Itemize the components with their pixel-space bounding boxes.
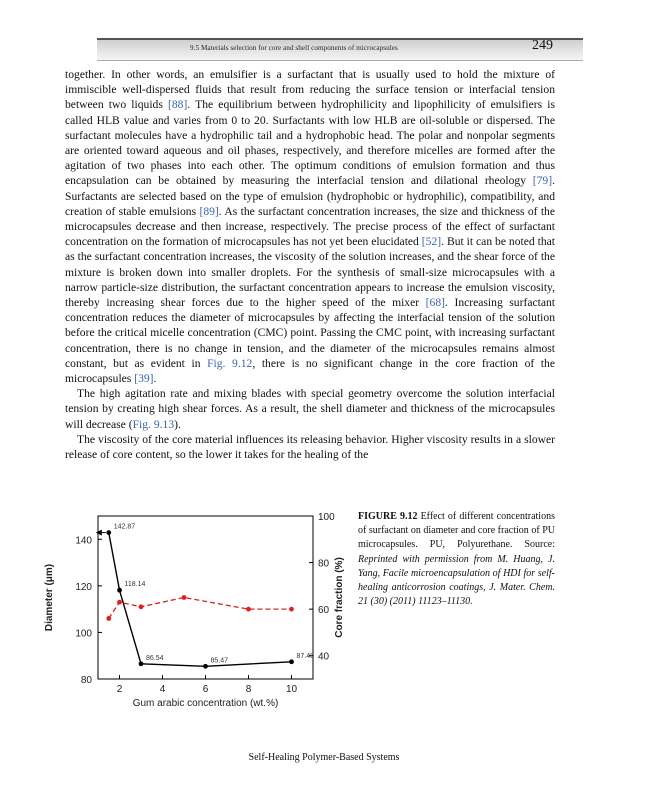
data-point: [139, 604, 144, 609]
paragraph-1: together. In other words, an emulsifier is a surfactant that is usually used to hold the mixture of immiscible well-dispersed fluids that result from reducing the surface tension or interfacial tension between two liquids [88]. The equilibrium between hydrophilicity and lipophilicity of emulsifiers is called HLB value and varies from 0 to 20. Surfactants with low HLB are oil-soluble or dispersed. The surfactant molecules have a hydrophilic tail and a hydrophobic head. The polar and nonpolar segments are oriented toward aqueous and oil phases, respectively, and therefore micelles are formed after the agitation of two phases into each other. The optimum conditions of emulsion formation and thus encapsulation can be obtained by measuring the interfacial tension and dilational rheology [79]. Surfactants are selected based on the type of emulsion (hydrophobic or hydrophilic), compatibility, and creation of stable emulsions [89]. As the surfactant concentration increases, the size and thickness of the microcapsules decrease and then increase, respectively. The precise process of the effect of surfactant concentration on the formation of microcapsules has not yet been elucidated [52]. But it can be noted that as the surfactant concentration increases, the viscosity of the solution increases, and the shear force of the mixture is broken down into smaller droplets. For the synthesis of small-size microcapsules with a narrow particle-size distribution, the surfactant concentration appears to increase the emulsion viscosity, thereby increasing shear forces due to the higher speed of the mixer [68]. Increasing surfactant concentration reduces the diameter of microcapsules by affecting the interfacial tension of the solution before the critical micelle concentration (CMC) point. Passing the CMC point, with increasing surfactant concentration, there is no change in tension, and the diameter of the microcapsules remains almost constant, but as evident in Fig. 9.12, there is no significant change in the core fraction of the microcapsules [39].: [65, 68, 556, 386]
series-line-core-fraction: [109, 598, 292, 619]
y-right-tick-label: 80: [318, 558, 330, 570]
y-right-tick-label: 40: [318, 651, 330, 663]
data-point: [139, 661, 144, 666]
reference-link[interactable]: [52]: [421, 235, 442, 249]
data-point: [203, 664, 208, 669]
figure-caption: [358, 510, 555, 609]
data-label: 142.87: [113, 523, 136, 531]
reference-link[interactable]: [39]: [134, 372, 154, 386]
data-label: 86.54: [146, 654, 164, 662]
x-tick-label: 8: [245, 684, 252, 695]
body-text: [65, 67, 555, 462]
x-tick-label: 10: [285, 684, 298, 695]
series-line-diameter: [109, 533, 292, 667]
data-point: [117, 600, 122, 605]
reference-link[interactable]: [89]: [199, 204, 219, 218]
plot-frame: [98, 516, 313, 679]
data-point: [289, 607, 294, 612]
reference-link[interactable]: [79]: [532, 174, 553, 188]
data-point: [106, 616, 111, 621]
data-point: [117, 588, 122, 593]
reference-link[interactable]: Fig. 9.12: [207, 356, 253, 370]
x-tick-label: 2: [116, 684, 123, 695]
x-tick-label: 6: [202, 684, 209, 695]
reference-link[interactable]: [88]: [168, 98, 188, 112]
paragraph-2: The high agitation rate and mixing blades with special geometry overcome the solution interfacial tension by creating high shear forces. As a result, the shell diameter and thickness of the microcapsules will decrease (Fig. 9.13).: [65, 387, 555, 431]
paragraph-3: The viscosity of the core material influences its releasing behavior. Higher viscosity results in a slower release of core content, so the lower it takes for the healing of the: [65, 432, 555, 462]
y-left-tick-label: 140: [75, 535, 92, 547]
figure-9-12-chart: [20, 503, 355, 718]
reference-link[interactable]: Fig. 9.13: [132, 417, 175, 431]
running-head: 9.5 Materials selection for core and shell components of microcapsules: [190, 44, 398, 52]
y-left-tick-label: 120: [75, 581, 92, 593]
y-left-tick-label: 100: [75, 628, 92, 640]
y-left-tick-label: 80: [80, 675, 92, 686]
reference-link[interactable]: [68]: [425, 296, 445, 310]
x-tick-label: 4: [159, 684, 166, 695]
caption-text: Effect of different concentrations of surfactant on diameter and core fraction of PU microcapsules. PU, Polyurethane. Source:: [358, 511, 555, 551]
data-point: [289, 659, 294, 664]
y-right-axis-label: Core fraction (%): [334, 557, 345, 638]
data-label: 118.14: [124, 581, 146, 589]
x-axis-label: Gum arabic concentration (wt.%): [132, 698, 279, 709]
data-point: [106, 530, 111, 535]
data-label: 87.40: [296, 652, 315, 660]
y-right-tick-label: 60: [318, 605, 330, 617]
y-left-axis-label: Diameter (μm): [44, 563, 55, 632]
page-number: 249: [532, 38, 553, 53]
caption-label: FIGURE 9.12: [358, 511, 418, 522]
data-point: [182, 595, 187, 600]
data-label: 85.47: [210, 657, 229, 665]
data-point: [246, 607, 251, 612]
annotation-arrow-icon: [96, 530, 102, 536]
y-right-tick-label: 100: [318, 512, 335, 523]
book-title-footer: Self-Healing Polymer-Based Systems: [248, 752, 400, 763]
caption-source: Reprinted with permission from M. Huang, J. Yang, Facile microencapsulation of HDI for self-healing anticorrosion coatings, J. Mater. Chem. 21 (30) (2011) 11123–11130.: [358, 553, 555, 608]
